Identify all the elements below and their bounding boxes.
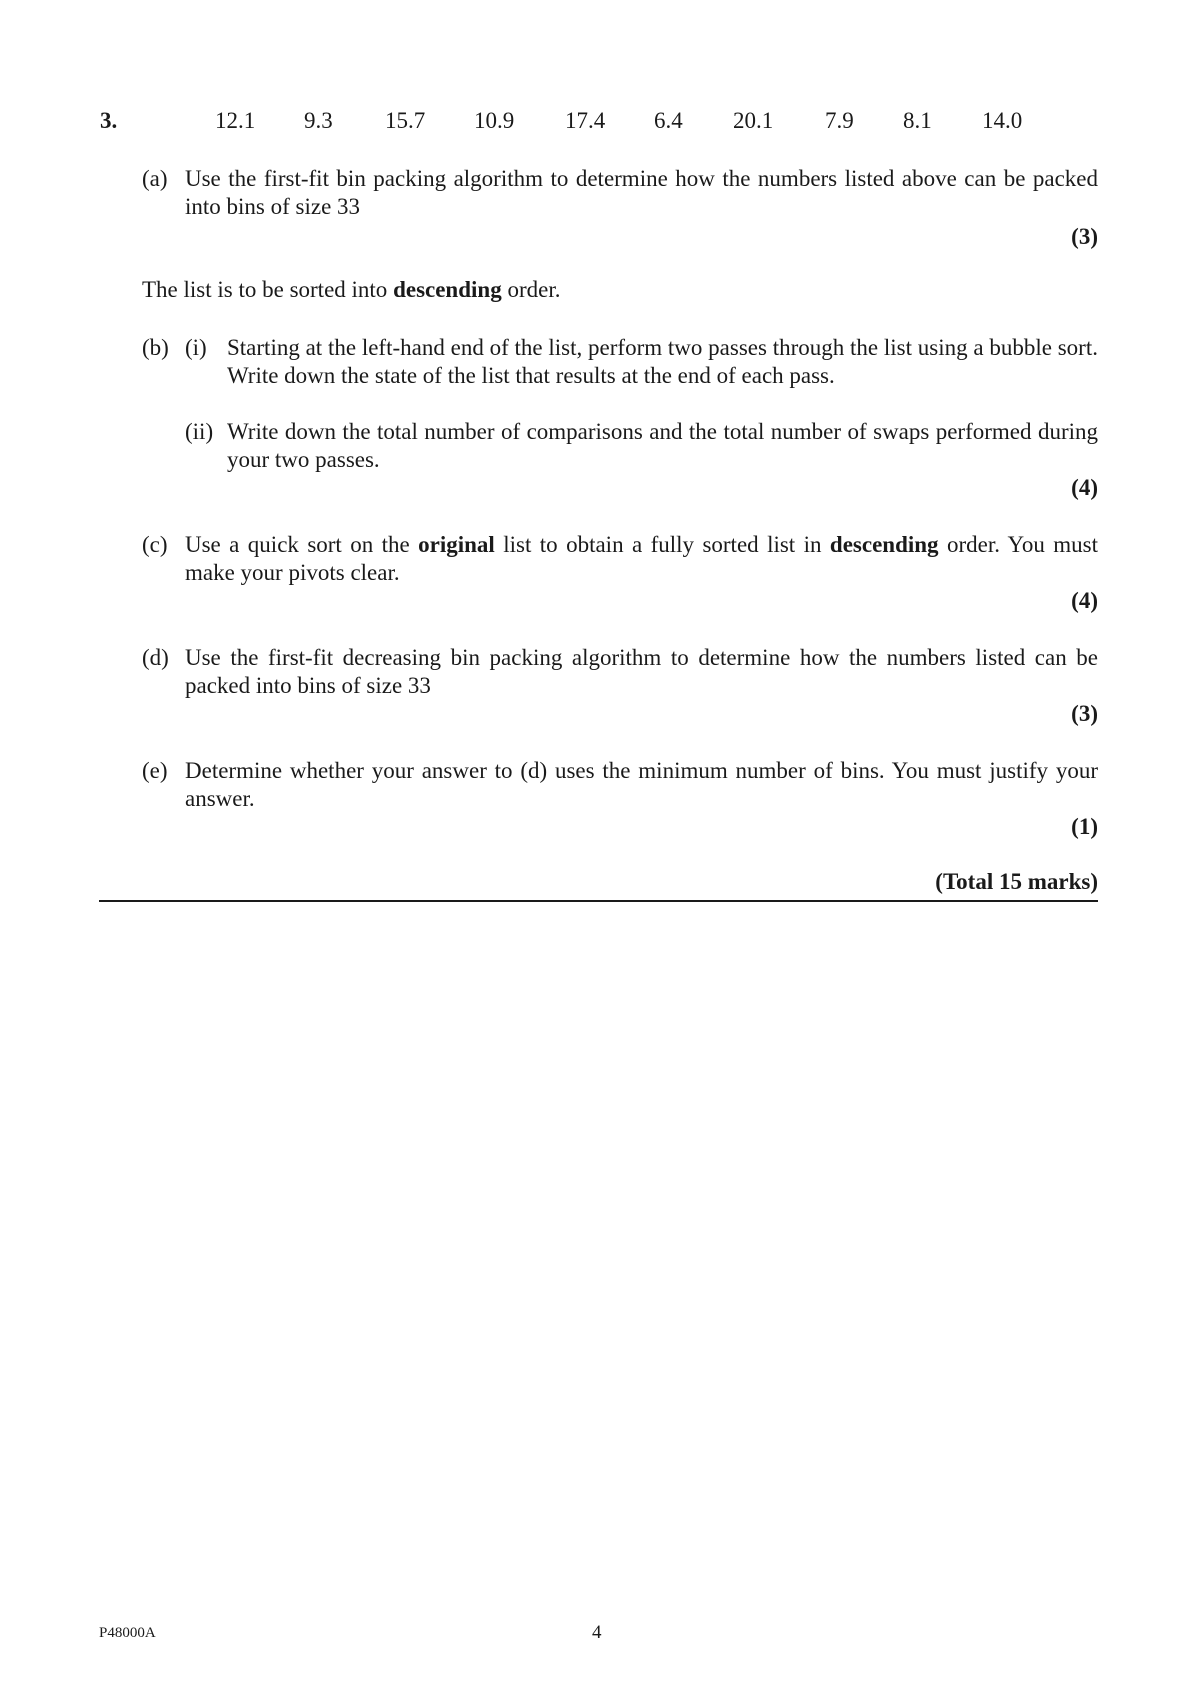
part-d-text: Use the first-fit decreasing bin packing algorithm to determine how the numbers listed can be packed into bins of size 33: [185, 645, 1098, 698]
part-e-marks: (1): [1071, 814, 1098, 839]
list-value: 12.1: [215, 108, 256, 133]
page-number: 4: [592, 1622, 602, 1643]
emphasis-descending: descending: [829, 532, 939, 557]
part-a-text: Use the first-fit bin packing algorithm to determine how the numbers listed above can be packed into bins of size 33: [185, 166, 1098, 219]
list-value: 7.9: [825, 108, 854, 133]
part-e-text: Determine whether your answer to (d) uses the minimum number of bins. You must justify your answer.: [185, 758, 1098, 811]
list-value: 20.1: [733, 108, 774, 133]
part-b-marks: (4): [1071, 475, 1098, 500]
list-value: 15.7: [385, 108, 426, 133]
part-a-marks: (3): [1071, 224, 1098, 249]
question-number: 3.: [100, 108, 118, 133]
part-c-marks: (4): [1071, 588, 1098, 613]
list-value: 9.3: [304, 108, 333, 133]
part-b-ii-label: (ii): [185, 419, 214, 444]
paper-code: P48000A: [99, 1625, 156, 1641]
emphasis-original: original: [418, 532, 495, 557]
list-value: 17.4: [565, 108, 606, 133]
part-a-label: (a): [142, 166, 168, 191]
part-c-label: (c): [142, 532, 168, 557]
number-list: [0, 108, 1190, 138]
part-b-i-label: (i): [185, 335, 207, 360]
list-value: 14.0: [982, 108, 1023, 133]
sort-intro: The list is to be sorted into descending order.: [142, 277, 561, 302]
divider: [99, 900, 1098, 902]
part-b-label: (b): [142, 335, 169, 360]
list-value: 10.9: [474, 108, 515, 133]
emphasis-descending: descending: [393, 277, 502, 302]
list-value: 8.1: [903, 108, 932, 133]
list-value: 6.4: [654, 108, 683, 133]
part-d-label: (d): [142, 645, 169, 670]
part-d-marks: (3): [1071, 701, 1098, 726]
part-b-i-text: Starting at the left-hand end of the list, perform two passes through the list using a bubble sort. Write down the state of the list that results at the end of each pass.: [227, 335, 1098, 388]
part-e-label: (e): [142, 758, 168, 783]
part-b-ii-text: Write down the total number of comparisons and the total number of swaps performed during your two passes.: [227, 419, 1098, 472]
total-marks: (Total 15 marks): [935, 869, 1098, 894]
part-c-text: Use a quick sort on the original list to obtain a fully sorted list in descending order. You must make your pivots clear.: [185, 532, 1098, 585]
